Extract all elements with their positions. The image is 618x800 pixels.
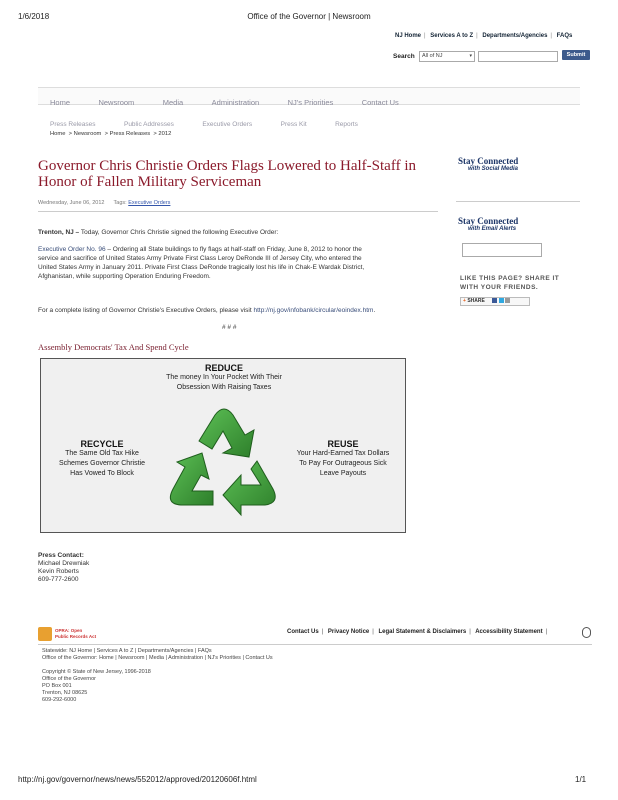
nav-faqs[interactable]: FAQs bbox=[556, 33, 573, 39]
nav-services[interactable]: Services A to Z bbox=[430, 33, 474, 39]
tag-link[interactable]: Executive Orders bbox=[128, 200, 171, 206]
page-title bbox=[38, 158, 438, 190]
footer-address-line3: Trenton, NJ 08625 bbox=[42, 690, 88, 696]
footer-sitemap bbox=[42, 648, 273, 662]
main-nav-newsroom[interactable]: Newsroom bbox=[98, 98, 135, 107]
eo-index-link[interactable]: http://nj.gov/infobank/circular/eoindex.htm bbox=[253, 307, 374, 314]
top-nav: NJ Home | Services A to Z | Departments/Agencies | FAQs bbox=[395, 33, 573, 39]
footer-address-line2: PO Box 001 bbox=[42, 683, 72, 689]
stay-connected-social-heading: Stay Connected bbox=[458, 156, 519, 166]
tags-label: Tags: bbox=[113, 200, 127, 206]
sub-nav-reports[interactable]: Reports bbox=[335, 121, 358, 128]
recycle-block bbox=[47, 439, 157, 479]
opra-text-line1: OPRA: Open bbox=[55, 628, 83, 633]
share-prompt-line1: LIKE THIS PAGE? SHARE IT bbox=[460, 275, 560, 282]
facebook-icon[interactable] bbox=[492, 298, 497, 303]
print-date: 1/6/2018 bbox=[18, 12, 50, 21]
print-url: http://nj.gov/governor/news/news/552012/approved/20120606f.html bbox=[18, 775, 257, 784]
sub-nav-press-releases[interactable]: Press Releases bbox=[50, 121, 96, 128]
main-nav-priorities[interactable]: NJ's Priorities bbox=[287, 98, 334, 107]
footer-accessibility[interactable]: Accessibility Statement bbox=[475, 629, 543, 635]
share-prompt-line2: WITH YOUR FRIENDS. bbox=[460, 284, 539, 291]
share-button[interactable] bbox=[460, 297, 530, 306]
main-nav-home[interactable]: Home bbox=[50, 98, 71, 107]
end-marker: # # # bbox=[222, 324, 237, 331]
page-title-line1: Governor Chris Christie Orders Flags Lowered to Half-Staff in bbox=[38, 158, 416, 174]
reduce-line1: The money In Your Pocket With Their bbox=[166, 374, 282, 381]
search-input[interactable] bbox=[478, 51, 558, 62]
footer-divider bbox=[38, 644, 592, 645]
lead-dateline: Trenton, NJ – bbox=[38, 229, 80, 236]
main-nav-media[interactable]: Media bbox=[162, 98, 184, 107]
press-contact bbox=[38, 552, 89, 584]
opra-badge-icon bbox=[38, 627, 52, 641]
email-icon[interactable] bbox=[505, 298, 510, 303]
sub-nav-press-kit[interactable]: Press Kit bbox=[280, 121, 307, 128]
main-nav-contact[interactable]: Contact Us bbox=[361, 98, 399, 107]
stay-connected-email-heading: Stay Connected bbox=[458, 216, 519, 226]
divider bbox=[38, 211, 438, 212]
breadcrumb[interactable]: Home > Newsroom > Press Releases > 2012 bbox=[50, 131, 172, 137]
recycle-line3: Has Vowed To Block bbox=[70, 470, 134, 477]
footer-contact-us[interactable]: Contact Us bbox=[287, 629, 319, 635]
recycle-icon bbox=[157, 401, 291, 529]
main-nav-administration[interactable]: Administration bbox=[211, 98, 260, 107]
reduce-block bbox=[41, 363, 407, 393]
reuse-line1: Your Hard-Earned Tax Dollars bbox=[296, 450, 390, 457]
footer-links: Contact Us | Privacy Notice | Legal Statement & Disclaimers | Accessibility Statement | bbox=[287, 629, 548, 635]
social-media-box bbox=[458, 156, 518, 172]
eo-label: Executive Order No. 96 bbox=[38, 246, 106, 253]
footer-address bbox=[42, 669, 151, 704]
recycle-heading: RECYCLE bbox=[80, 439, 124, 449]
listing-text: For a complete listing of Governor Christie's Executive Orders, please visit bbox=[38, 307, 254, 314]
reuse-line2: To Pay For Outrageous Sick bbox=[299, 460, 387, 467]
nav-departments[interactable]: Departments/Agencies bbox=[482, 33, 548, 39]
share-plus-icon: + bbox=[463, 298, 466, 304]
footer-privacy-notice[interactable]: Privacy Notice bbox=[327, 629, 370, 635]
eo-line2: service and sacrifice of United States Army Private First Class Leroy DeRonde III of Jersey City, who entered the bbox=[38, 255, 362, 262]
eo-line4: Afghanistan, while supporting Operation Enduring Freedom. bbox=[38, 273, 211, 280]
email-alerts-link[interactable]: with Email Alerts bbox=[468, 226, 517, 232]
sub-nav-executive-orders[interactable]: Executive Orders bbox=[202, 121, 253, 128]
eo-line3: United States Army in January 2011. Private First Class DeRonde tragically lost his life in Chak-E Wardak District, bbox=[38, 264, 365, 271]
footer-office-links[interactable]: Office of the Governor: Home | Newsroom | Media | Administration | NJ's Priorities | Contact Us bbox=[42, 655, 273, 661]
executive-order-paragraph bbox=[38, 245, 438, 281]
sidebar-divider bbox=[456, 201, 580, 202]
accessibility-icon[interactable] bbox=[582, 627, 591, 638]
search-label: Search bbox=[393, 53, 415, 60]
press-contact-name2: Kevin Roberts bbox=[38, 568, 79, 575]
twitter-icon[interactable] bbox=[499, 298, 504, 303]
tax-cycle-graphic bbox=[40, 358, 406, 533]
search-scope-value: All of NJ bbox=[422, 53, 443, 59]
press-contact-name1: Michael Drewniak bbox=[38, 560, 90, 567]
listing-end: . bbox=[373, 307, 376, 314]
press-contact-phone: 609-777-2600 bbox=[38, 576, 79, 583]
sub-nav bbox=[50, 113, 382, 131]
footer-copyright: Copyright © State of New Jersey, 1996-2018 bbox=[42, 669, 151, 675]
recycle-line2: Schemes Governor Christie bbox=[59, 460, 145, 467]
sub-nav-public-addresses[interactable]: Public Addresses bbox=[123, 121, 174, 128]
article-meta bbox=[38, 200, 170, 206]
recycle-line1: The Same Old Tax Hike bbox=[65, 450, 139, 457]
press-contact-label: Press Contact: bbox=[38, 552, 84, 559]
lead-text: Today, Governor Chris Christie signed the following Executive Order: bbox=[79, 229, 279, 236]
lead-paragraph bbox=[38, 228, 438, 237]
share-prompt bbox=[460, 274, 559, 292]
email-alert-input[interactable] bbox=[462, 243, 542, 257]
footer-phone: 609-292-6000 bbox=[42, 697, 77, 703]
search-scope-select[interactable] bbox=[419, 51, 475, 62]
reuse-heading: REUSE bbox=[327, 439, 359, 449]
nav-nj-home[interactable]: NJ Home bbox=[395, 33, 422, 39]
chevron-down-icon: ▾ bbox=[469, 53, 472, 59]
eo-line1: – Ordering all State buildings to fly flags at half-staff on Friday, June 8, 2012 to honor the bbox=[105, 246, 362, 253]
page-title-line2: Honor of Fallen Military Serviceman bbox=[38, 174, 262, 190]
reuse-line3: Leave Payouts bbox=[319, 470, 367, 477]
reuse-block bbox=[285, 439, 401, 479]
opra-text-line2: Public Records Act bbox=[55, 634, 97, 639]
main-nav bbox=[38, 87, 580, 105]
reduce-line2: Obsession With Raising Taxes bbox=[176, 384, 272, 391]
listing-paragraph bbox=[38, 306, 375, 315]
email-alerts-box bbox=[458, 216, 518, 232]
print-title: Office of the Governor | Newsroom bbox=[247, 12, 371, 21]
promo-title: Assembly Democrats' Tax And Spend Cycle bbox=[38, 342, 189, 352]
share-label: SHARE bbox=[467, 298, 485, 304]
opra-logo[interactable] bbox=[38, 627, 108, 644]
footer-address-line1: Office of the Governor bbox=[42, 676, 97, 682]
print-page-number: 1/1 bbox=[575, 775, 587, 784]
article-date: Wednesday, June 06, 2012 bbox=[38, 200, 105, 206]
footer-statewide-links[interactable]: Statewide: NJ Home | Services A to Z | Departments/Agencies | FAQs bbox=[42, 648, 212, 654]
opra-text bbox=[55, 628, 96, 640]
reduce-heading: REDUCE bbox=[204, 363, 243, 373]
search-submit-button[interactable]: Submit bbox=[562, 50, 590, 60]
social-media-link[interactable]: with Social Media bbox=[468, 166, 519, 172]
footer-legal-statement[interactable]: Legal Statement & Disclaimers bbox=[378, 629, 467, 635]
